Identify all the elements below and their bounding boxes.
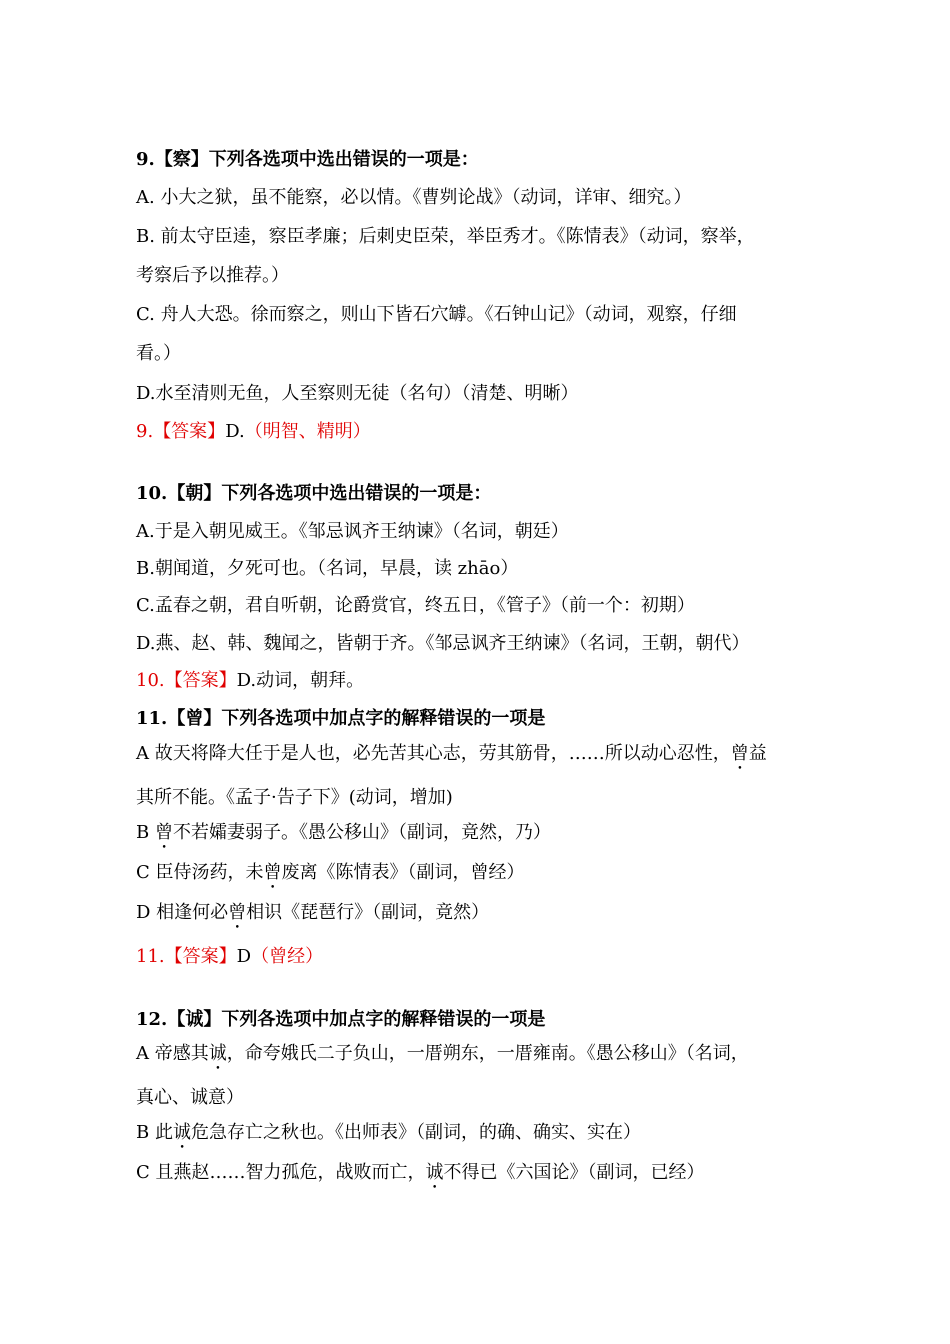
question-9-title: 9.【察】下列各选项中选出错误的一项是： [136, 149, 479, 170]
option-text-post: 不若孀妻弱子。《愚公移山》（副词，竟然，乃） [172, 822, 551, 843]
answer-tag: 【答案】 [164, 670, 237, 691]
answer-number: 11. [136, 946, 165, 967]
question-9-option-c: C. 舟人大恐。徐而察之，则山下皆石穴罅。《石钟山记》（动词，观察，仔细 [136, 304, 737, 325]
question-10-option-d: D.燕、赵、韩、魏闻之，皆朝于齐。《邹忌讽齐王纳谏》（名词，王朝，朝代） [136, 633, 750, 654]
answer-letter: D [236, 946, 252, 967]
option-text-pre: A 故天将降大任于是人也，必先苦其心志，劳其筋骨，……所以动心忍性， [136, 743, 731, 764]
question-12-option-a [136, 1042, 749, 1074]
option-text-post: 相识《琵琶行》（副词，竟然） [246, 902, 490, 923]
option-text-pre: 真心、诚意） [136, 1087, 244, 1108]
option-text-pre: C 且燕赵……智力孤危，战败而亡， [136, 1162, 426, 1183]
question-11-option-a-cont [136, 786, 453, 818]
question-11-option-d [136, 901, 489, 933]
answer-note: （明智、精明） [244, 421, 371, 442]
dotted-char: 诚 [172, 1122, 191, 1143]
question-12-title: 12.【诚】下列各选项中加点字的解释错误的一项是 [136, 1009, 546, 1030]
question-10-title: 10.【朝】下列各选项中选出错误的一项是： [136, 483, 492, 504]
question-11-option-a [136, 742, 767, 774]
question-9-option-c-cont: 看。） [136, 343, 181, 364]
dotted-char: 诚 [425, 1162, 444, 1183]
option-text-post: 危急存亡之秋也。《出师表》（副词，的确、确实、实在） [190, 1122, 641, 1143]
option-text-pre: A 帝感其 [136, 1043, 209, 1064]
question-11-title: 11.【曾】下列各选项中加点字的解释错误的一项是 [136, 708, 546, 729]
question-9-answer [136, 420, 371, 444]
question-12-option-c [136, 1161, 705, 1193]
dotted-char: 曾 [730, 743, 749, 764]
answer-number: 9. [136, 421, 154, 442]
question-9-option-b: B. 前太守臣逵，察臣孝廉；后刺史臣荣，举臣秀才。《陈情表》（动词，察举， [136, 226, 755, 247]
option-text-post: 益 [748, 743, 767, 764]
dotted-char: 曾 [263, 862, 282, 883]
answer-letter: D. [225, 421, 245, 442]
answer-number: 10. [136, 670, 165, 691]
option-text-pre: C 臣侍汤药，未 [136, 862, 264, 883]
question-9-option-a: A. 小大之狱，虽不能察，必以情。《曹刿论战》（动词，详审、细究。） [136, 187, 692, 208]
dotted-char: 诚 [208, 1043, 227, 1064]
option-text-pre: B [136, 822, 155, 843]
option-text-pre: D 相逢何必 [136, 902, 229, 923]
answer-letter: D.动词，朝拜。 [236, 670, 365, 691]
option-text-post: ，命夸娥氏二子负山，一厝朔东，一厝雍南。《愚公移山》（名词， [226, 1043, 749, 1064]
question-10-option-a: A.于是入朝见威王。《邹忌讽齐王纳谏》（名词，朝廷） [136, 521, 569, 542]
dotted-char: 曾 [228, 902, 247, 923]
question-11-option-c [136, 861, 525, 893]
question-9-option-d: D.水至清则无鱼，人至察则无徒（名句）（清楚、明晰） [136, 383, 579, 404]
answer-tag: 【答案】 [164, 946, 237, 967]
question-11-option-b [136, 821, 551, 853]
question-12-option-b [136, 1121, 641, 1153]
question-9-option-b-cont: 考察后予以推荐。） [136, 265, 289, 286]
question-10-answer [136, 669, 364, 693]
answer-note: （曾经） [251, 946, 324, 967]
question-10-option-c: C.孟春之朝，君自听朝，论爵赏官，终五日，《管子》（前一个：初期） [136, 595, 695, 616]
question-11-answer [136, 945, 323, 969]
dotted-char: 曾 [154, 822, 173, 843]
option-text-pre: 其所不能。《孟子·告子下》(动词，增加) [136, 787, 453, 808]
question-10-option-b: B.朝闻道，夕死可也。（名词，早晨，读 zhāo） [136, 558, 519, 579]
option-text-post: 不得已《六国论》（副词，已经） [443, 1162, 705, 1183]
question-12-option-a-cont [136, 1086, 244, 1118]
answer-tag: 【答案】 [153, 421, 226, 442]
option-text-post: 废离《陈情表》（副词，曾经） [281, 862, 525, 883]
option-text-pre: B 此 [136, 1122, 173, 1143]
